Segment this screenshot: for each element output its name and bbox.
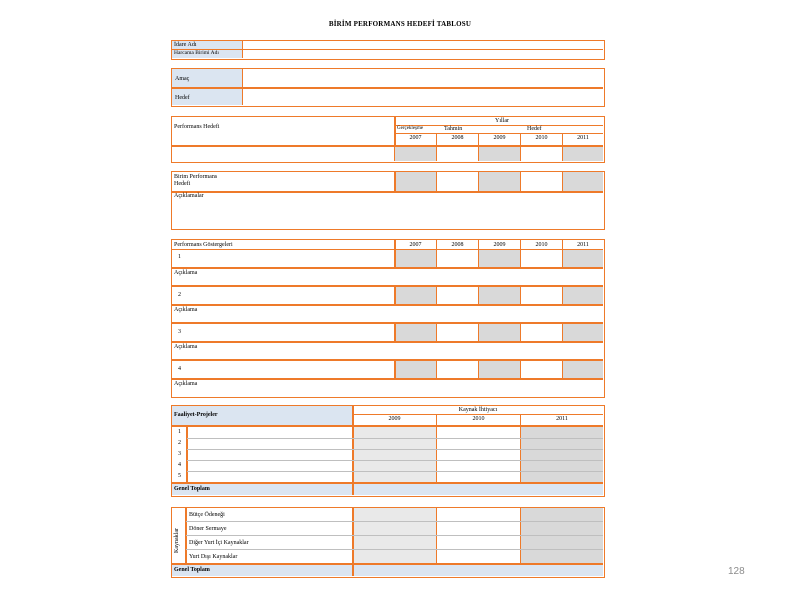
gosterge-row-3-aciklama: Açıklama <box>174 344 198 350</box>
kaynaklar-table <box>171 507 605 578</box>
ph-year-4: 2010 <box>535 135 548 141</box>
ph-year-1: 2007 <box>409 135 422 141</box>
fp-row-2: 2 <box>178 440 181 446</box>
pg-year-3: 2009 <box>493 242 506 248</box>
aciklamalar-label: Açıklamalar <box>174 193 204 199</box>
hedef-col-label: Hedef <box>527 126 542 132</box>
gostergeler-label: Performans Göstergeleri <box>174 242 233 248</box>
fp-genel-toplam: Genel Toplam <box>174 486 210 492</box>
kaynak-ihtiyaci-label: Kaynak İhtiyacı <box>458 407 498 413</box>
ph-year-2: 2008 <box>451 135 464 141</box>
kaynak-row-diger: Diğer Yurt İçi Kaynaklar <box>189 540 249 546</box>
amac-label: Amaç <box>175 76 190 82</box>
gosterge-row-1-num: 1 <box>178 254 181 260</box>
ph-year-3: 2009 <box>493 135 506 141</box>
ph-year-5: 2011 <box>577 135 589 141</box>
gosterge-row-2-num: 2 <box>178 292 181 298</box>
kaynak-row-yurtdisi: Yurt Dışı Kaynaklar <box>189 554 238 560</box>
tahmin-label: Tahmin <box>444 126 463 132</box>
header-table <box>171 40 605 60</box>
gosterge-row-4-aciklama: Açıklama <box>174 381 198 387</box>
kaynak-row-doner: Döner Sermaye <box>189 526 227 532</box>
idare-adi-label: İdare Adı <box>174 42 197 48</box>
yillar-label: Yıllar <box>495 118 509 124</box>
faaliyet-projeler-table <box>171 405 605 497</box>
performans-hedefi-table <box>171 116 605 163</box>
birim-perf-label-1: Birim Performans <box>174 174 218 180</box>
fp-year-2009: 2009 <box>388 416 401 422</box>
harcama-birimi-label: Harcama Birimi Adı <box>174 50 219 56</box>
gosterge-row-3-num: 3 <box>178 329 181 335</box>
gosterge-row-1-aciklama: Açıklama <box>174 270 198 276</box>
hedef-label: Hedef <box>175 95 190 101</box>
pg-year-5: 2011 <box>577 242 589 248</box>
amac-hedef-table <box>171 68 605 107</box>
gerceklesme-label: Gerçekleşme <box>397 126 424 131</box>
kaynaklar-side-label: Kaynaklar <box>174 528 180 553</box>
birim-performans-table <box>171 171 605 230</box>
kaynak-row-butce: Bütçe Ödeneği <box>189 512 225 518</box>
pg-year-2: 2008 <box>451 242 464 248</box>
k-genel-toplam: Genel Toplam <box>174 567 210 573</box>
gosterge-row-2-aciklama: Açıklama <box>174 307 198 313</box>
gosterge-row-4-num: 4 <box>178 366 181 372</box>
fp-row-4: 4 <box>178 462 181 468</box>
document-title: BİRİM PERFORMANS HEDEFİ TABLOSU <box>328 20 472 28</box>
pg-year-1: 2007 <box>409 242 422 248</box>
fp-row-1: 1 <box>178 429 181 435</box>
fp-year-2010: 2010 <box>472 416 485 422</box>
page-number: 128 <box>728 566 745 577</box>
pg-year-4: 2010 <box>535 242 548 248</box>
fp-year-2011: 2011 <box>556 416 568 422</box>
performans-hedefi-label: Performans Hedefi <box>174 124 220 130</box>
birim-perf-label-2: Hedefi <box>174 181 191 187</box>
fp-row-5: 5 <box>178 473 181 479</box>
performans-gostergeleri-table <box>171 239 605 398</box>
fp-row-3: 3 <box>178 451 181 457</box>
faaliyet-label: Faaliyet-Projeler <box>174 412 218 418</box>
